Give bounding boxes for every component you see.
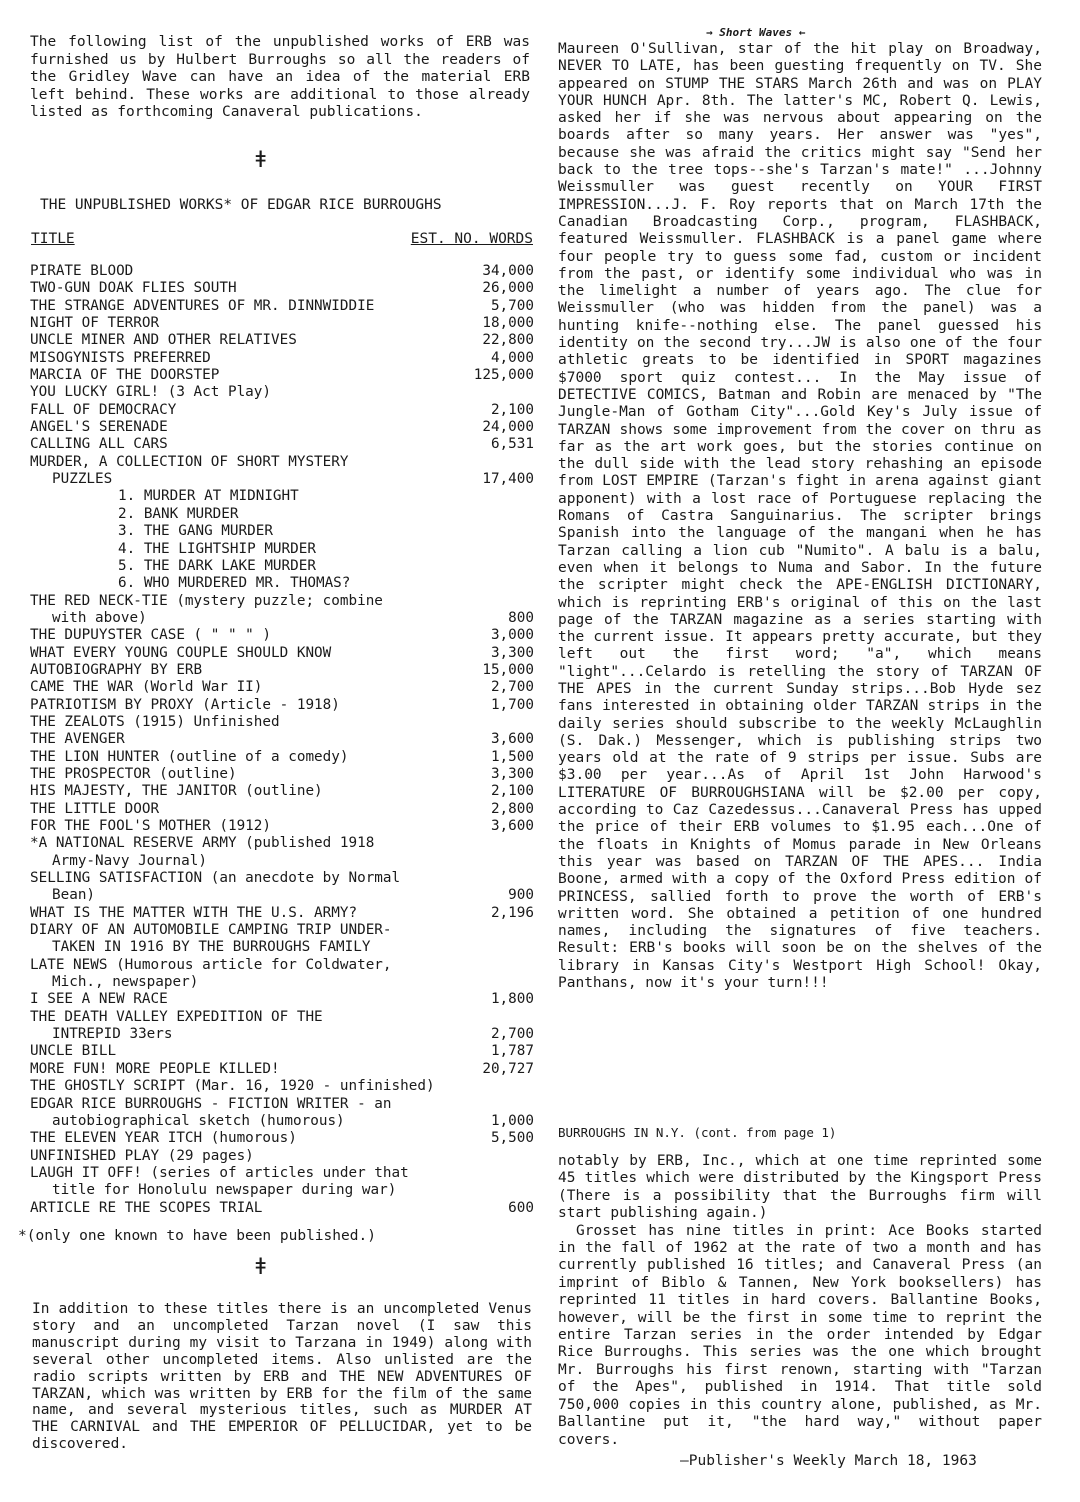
work-row: [8, 679, 534, 696]
work-title: LAUGH IT OFF! (series of articles under that: [30, 1164, 409, 1181]
work-row: [8, 887, 534, 904]
work-title: autobiographical sketch (humorous): [52, 1112, 345, 1129]
work-title: UNFINISHED PLAY (29 pages): [30, 1147, 254, 1164]
work-title: MURDER, A COLLECTION OF SHORT MYSTERY: [30, 453, 349, 470]
work-row: [8, 714, 534, 731]
arrow-right-icon: ←: [798, 26, 806, 39]
work-title: PATRIOTISM BY PROXY (Article - 1918): [30, 696, 340, 713]
work-word-count: 600: [508, 1199, 534, 1216]
work-row: [8, 1096, 534, 1113]
work-row: [8, 350, 534, 367]
work-word-count: 15,000: [482, 661, 534, 678]
work-title: INTREPID 33ers: [52, 1026, 173, 1043]
work-row: [8, 1078, 534, 1095]
work-title: NIGHT OF TERROR: [30, 315, 160, 332]
work-row: [8, 471, 534, 488]
work-title: THE DUPUYSTER CASE ( " " " ): [30, 627, 272, 644]
work-row: [8, 1200, 534, 1217]
work-row: [8, 835, 534, 852]
emblem-divider-top: ǂ: [254, 148, 268, 173]
work-title: 4. THE LIGHTSHIP MURDER: [118, 540, 316, 557]
work-word-count: 17,400: [482, 471, 534, 488]
work-row: [8, 332, 534, 349]
work-title: Mich., newspaper): [52, 974, 199, 991]
work-row: [8, 419, 534, 436]
work-word-count: 800: [508, 609, 534, 626]
work-word-count: 900: [508, 887, 534, 904]
work-row: [8, 870, 534, 887]
work-title: SELLING SATISFACTION (an anecdote by Normal: [30, 870, 401, 887]
work-row: [8, 818, 534, 835]
work-row: [8, 610, 534, 627]
work-row: [8, 783, 534, 800]
work-word-count: 125,000: [473, 367, 534, 384]
work-title: THE DEATH VALLEY EXPEDITION OF THE: [30, 1008, 323, 1025]
work-word-count: 3,300: [490, 765, 534, 782]
work-word-count: 3,600: [490, 818, 534, 834]
work-row: [8, 922, 534, 939]
work-title: ARTICLE RE THE SCOPES TRIAL: [30, 1199, 263, 1216]
work-title: FALL OF DEMOCRACY: [30, 401, 177, 418]
work-title: HIS MAJESTY, THE JANITOR (outline): [30, 783, 323, 800]
work-title: AUTOBIOGRAPHY BY ERB: [30, 661, 203, 678]
work-row: [8, 1113, 534, 1130]
work-title: THE RED NECK-TIE (mystery puzzle; combine: [30, 592, 383, 609]
work-title: MORE FUN! MORE PEOPLE KILLED!: [30, 1060, 280, 1077]
work-row: [8, 1182, 534, 1199]
work-word-count: 22,800: [482, 332, 534, 349]
work-title: TAKEN IN 1916 BY THE BURROUGHS FAMILY: [52, 939, 371, 956]
work-row: [8, 523, 534, 540]
work-title: Army-Navy Journal): [52, 852, 207, 869]
work-row: [8, 1130, 534, 1147]
work-word-count: 24,000: [482, 419, 534, 436]
work-row: [8, 593, 534, 610]
works-list: [8, 263, 534, 1217]
work-row: [8, 402, 534, 419]
work-title: with above): [52, 609, 147, 626]
work-word-count: 6,531: [490, 436, 534, 453]
work-title: YOU LUCKY GIRL! (3 Act Play): [30, 384, 272, 401]
work-word-count: 3,600: [490, 731, 534, 748]
work-row: [8, 1026, 534, 1043]
work-title: 5. THE DARK LAKE MURDER: [118, 557, 316, 574]
footnote: *(only one known to have been published.): [18, 1228, 376, 1244]
source-credit: —Publisher's Weekly March 18, 1963: [680, 1453, 977, 1469]
work-row: [8, 627, 534, 644]
work-word-count: 1,787: [490, 1043, 534, 1060]
work-row: [8, 488, 534, 505]
work-title: UNCLE MINER AND OTHER RELATIVES: [30, 332, 297, 349]
work-title: I SEE A NEW RACE: [30, 991, 168, 1008]
work-title: 2. BANK MURDER: [118, 505, 239, 522]
work-title: PUZZLES: [52, 471, 113, 488]
work-title: THE ZEALOTS (1915) Unfinished: [30, 713, 280, 730]
work-row: [8, 1165, 534, 1182]
short-waves-header: [706, 26, 805, 39]
work-title: WHAT EVERY YOUNG COUPLE SHOULD KNOW: [30, 644, 332, 661]
work-word-count: 3,000: [490, 627, 534, 644]
work-word-count: 18,000: [482, 315, 534, 332]
work-title: FOR THE FOOL'S MOTHER (1912): [30, 818, 272, 834]
work-row: [8, 766, 534, 783]
work-title: MARCIA OF THE DOORSTEP: [30, 367, 220, 384]
work-title: ANGEL'S SERENADE: [30, 419, 168, 436]
work-row: [8, 263, 534, 280]
work-title: *A NATIONAL RESERVE ARMY (published 1918: [30, 835, 375, 852]
work-title: UNCLE BILL: [30, 1043, 117, 1060]
title-column-header: TITLE: [31, 231, 75, 247]
work-word-count: 2,196: [490, 904, 534, 921]
work-row: [8, 1009, 534, 1026]
work-row: [8, 541, 534, 558]
work-row: [8, 384, 534, 401]
work-title: 6. WHO MURDERED MR. THOMAS?: [118, 575, 351, 592]
work-row: [8, 454, 534, 471]
work-row: [8, 298, 534, 315]
work-row: [8, 939, 534, 956]
work-word-count: 20,727: [482, 1060, 534, 1077]
work-row: [8, 662, 534, 679]
work-title: MISOGYNISTS PREFERRED: [30, 349, 211, 366]
work-row: [8, 1148, 534, 1165]
work-word-count: 4,000: [490, 349, 534, 366]
work-row: [8, 1061, 534, 1078]
work-word-count: 3,300: [490, 644, 534, 661]
work-title: CAME THE WAR (World War II): [30, 679, 263, 696]
closing-paragraph: In addition to these titles there is an uncompleted Venus story and an uncompleted Tarzan novel (I saw this manuscript during my visit to Tarzana in 1949) along with several other uncompleted items. Also unlisted are the radio scripts written by ERB and THE NEW ADVENTURES OF TARZAN, which was written by ERB for the film of the same name, and several mysterious titles, such as MURDER AT THE CARNIVAL and THE EMPERIOR OF PELLUCIDAR, yet to be discovered.: [32, 1301, 532, 1453]
work-word-count: 2,700: [490, 1026, 534, 1043]
work-row: [8, 749, 534, 766]
work-title: TWO-GUN DOAK FLIES SOUTH: [30, 280, 237, 297]
short-waves-column: Maureen O'Sullivan, star of the hit play on Broadway, NEVER TO LATE, has been guesting frequently on TV. She appeared on STUMP THE STARS March 26th and was on PLAY YOUR HUNCH Apr. 8th. The latter's MC, Robert Q. Lewis, asked her if she was nervous about appearing on the boards after so many years. Her answer was "yes", because she was afraid the critics might say "Send her back to the tree tops--she's Tarzan's mate!" ...Johnny Weissmuller was guest recently on YOUR FIRST IMPRESSION...J. F. Roy reports that on March 17th the Canadian Broadcasting Corp., program, FLASHBACK, featured Weissmuller. FLASHBACK is a panel game where four people try to guess some fad, custom or incident from the past, or identify some individual who was in the limelight a number of years ago. The clue for Weissmuller (who was hidden from the panel) was a hunting knife--nothing else. The panel guessed his identity on the second try...JW is also one of the four athletic greats to be identified in SPORT magazines $7000 sport quiz contest... In the May issue of DETECTIVE COMICS, Batman and Robin are menaced by "The Jungle-Man of Gotham City"...Gold Key's July issue of TARZAN shows some improvement from the cover on thru as far as the art work goes, but the stories continue on the dull side with the lead story rehashing an episode from LOST EMPIRE (Tarzan's fight in arena against giant apponent) with a lost race of Portuguese replacing the Romans of Castra Sanguinarius. The scripter brings Spanish into the language of the mangani when he has Tarzan calling a lion cub "Numito". A balu is a balu, even when it belongs to Numa and Sabor. In the future the scripter might check the APE-ENGLISH DICTIONARY, which is reprinting ERB's original of this on the last page of the TARZAN magazine as a series starting with the current issue. It appears pretty accurate, but they left out the first word; "a", which means "light"...Celardo is retelling the story of TARZAN OF THE APES in the current Sunday strips...Bob Hyde sez fans interested in obtaining older TARZAN strips in the daily series should subscribe to the weekly McLaughlin (S. Dak.) Messenger, which is publishing strips two years old at the rate of 9 strips per issue. Subs are $3.00 per year...As of April 1st John Harwood's LITERATURE OF BURROUGHSIANA will be $2.00 per copy, according to Caz Cazedessus...Canaveral Press has upped the price of their ERB volumes to $1.95 each...One of the floats in Knights of Momus parade in New Orleans this year was based on TARZAN OF THE APES... India Boone, armed with a copy of the Oxford Press edition of PRINCESS, sallied forth to prove the worth of ERB's written word. She obtained a petition of one hundred names, including the signatures of five teachers. Result: ERB's books will soon be on the shelves of the library in Kansas City's Westport High School! Okay, Panthans, now it's your turn!!!: [558, 41, 1042, 992]
short-waves-title: Short Waves: [719, 26, 793, 39]
work-row: [8, 315, 534, 332]
work-title: THE AVENGER: [30, 731, 125, 748]
work-word-count: 26,000: [482, 280, 534, 297]
work-title: PIRATE BLOOD: [30, 263, 134, 279]
work-word-count: 2,700: [490, 679, 534, 696]
work-row: [8, 558, 534, 575]
burroughs-ny-paragraph-1: notably by ERB, Inc., which at one time reprinted some 45 titles which were distributed by the Kingsport Press (There is a possibility that the Burroughs firm will start publishing again.): [558, 1153, 1042, 1222]
work-row: [8, 575, 534, 592]
work-word-count: 1,000: [490, 1112, 534, 1129]
work-row: [8, 801, 534, 818]
work-row: [8, 645, 534, 662]
work-word-count: 2,100: [490, 783, 534, 800]
work-title: title for Honolulu newspaper during war): [52, 1182, 397, 1199]
work-title: THE GHOSTLY SCRIPT (Mar. 16, 1920 - unfinished): [30, 1078, 435, 1095]
work-title: LATE NEWS (Humorous article for Coldwater,: [30, 956, 392, 973]
work-row: [8, 974, 534, 991]
work-row: [8, 731, 534, 748]
work-title: CALLING ALL CARS: [30, 436, 168, 453]
burroughs-ny-heading: BURROUGHS IN N.Y. (cont. from page 1): [558, 1125, 837, 1140]
work-title: THE STRANGE ADVENTURES OF MR. DINNWIDDIE: [30, 297, 375, 314]
work-title: THE PROSPECTOR (outline): [30, 765, 237, 782]
work-title: DIARY OF AN AUTOMOBILE CAMPING TRIP UNDER-: [30, 922, 392, 939]
words-column-header: EST. NO. WORDS: [410, 231, 533, 247]
work-row: [8, 367, 534, 384]
work-title: 3. THE GANG MURDER: [118, 523, 273, 540]
work-row: [8, 506, 534, 523]
burroughs-ny-paragraph-2: Grosset has nine titles in print: Ace Books started in the fall of 1962 at the rate of two a month and has currently published 16 titles; and Canaveral Press (an imprint of Biblo & Tannen, New York booksellers) has reprinted 11 titles in hard covers. Ballantine Books, however, will be the first in some time to reprint the entire Tarzan series in the order intended by Edgar Rice Burroughs. This series was the one which brought Mr. Burroughs his first renown, starting with "Tarzan of the Apes", published in 1914. That title sold 750,000 copies in this country alone, published, as Mr. Ballantine put it, "the hard way," without paper covers.: [558, 1222, 1042, 1448]
work-word-count: 5,700: [490, 297, 534, 314]
work-row: [8, 991, 534, 1008]
work-row: [8, 436, 534, 453]
list-heading: THE UNPUBLISHED WORKS* OF EDGAR RICE BURROUGHS: [40, 197, 442, 213]
work-title: THE LION HUNTER (outline of a comedy): [30, 748, 349, 765]
work-title: Bean): [52, 887, 96, 904]
work-word-count: 1,700: [490, 696, 534, 713]
work-word-count: 1,800: [490, 991, 534, 1008]
work-title: THE LITTLE DOOR: [30, 800, 160, 817]
work-word-count: 2,100: [490, 401, 534, 418]
work-row: [8, 905, 534, 922]
work-word-count: 34,000: [482, 263, 534, 279]
work-title: WHAT IS THE MATTER WITH THE U.S. ARMY?: [30, 904, 358, 921]
work-row: [8, 957, 534, 974]
work-word-count: 2,800: [490, 800, 534, 817]
work-title: 1. MURDER AT MIDNIGHT: [118, 488, 299, 505]
work-row: [8, 853, 534, 870]
work-title: EDGAR RICE BURROUGHS - FICTION WRITER - an: [30, 1095, 392, 1112]
arrow-left-icon: →: [706, 26, 713, 39]
work-word-count: 5,500: [490, 1130, 534, 1147]
intro-paragraph: The following list of the unpublished works of ERB was furnished us by Hulbert Burroughs so all the readers of the Gridley Wave can have an idea of the material ERB left behind. These works are additional to those already listed as forthcoming Canaveral publications.: [30, 34, 530, 120]
burroughs-ny-article: [558, 1153, 1042, 1449]
work-row: [8, 697, 534, 714]
work-row: [8, 280, 534, 297]
work-row: [8, 1043, 534, 1060]
emblem-divider-bottom: ǂ: [254, 1255, 268, 1280]
work-word-count: 1,500: [490, 748, 534, 765]
work-title: THE ELEVEN YEAR ITCH (humorous): [30, 1130, 297, 1147]
column-headers: [31, 231, 533, 249]
